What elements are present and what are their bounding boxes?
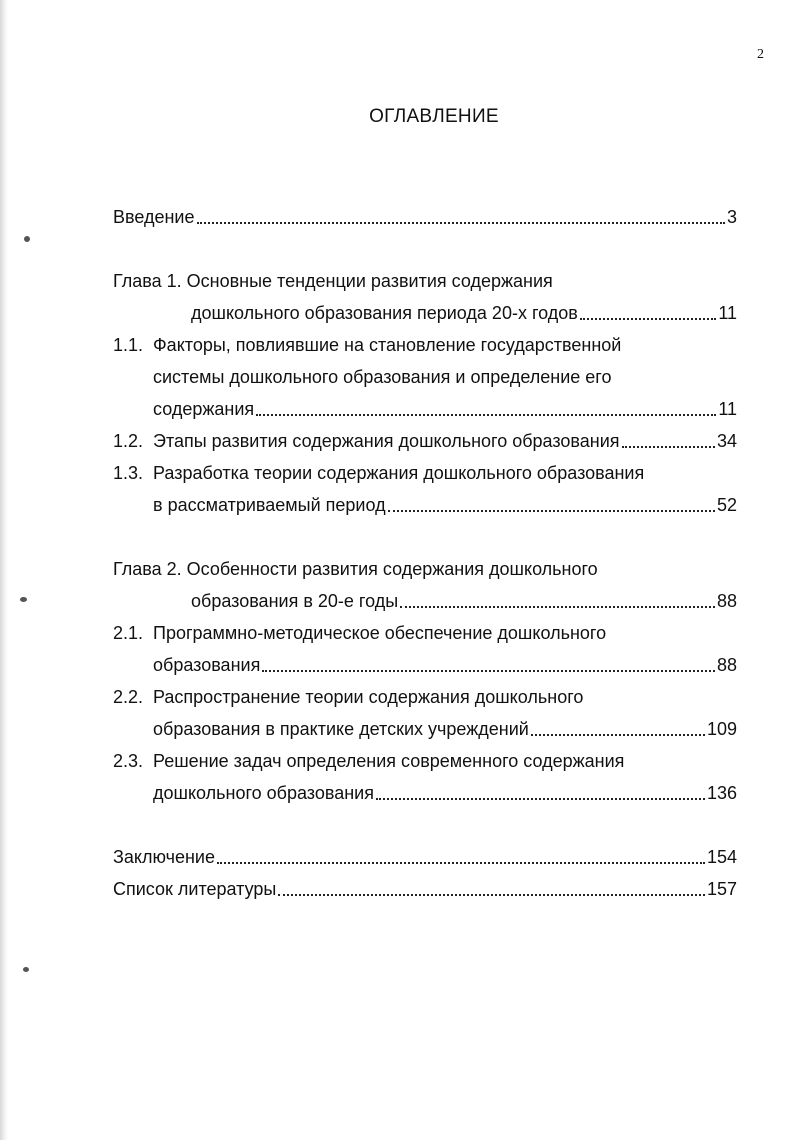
dot-leader [388,510,715,512]
toc-chapter-2[interactable] [191,590,737,612]
toc-entry-text: Программно-методическое обеспечение дошкольного [153,623,607,643]
dot-leader [278,894,705,896]
toc-section-1-1-continued [153,366,611,388]
dot-leader [262,670,715,672]
toc-entry-text: Факторы, повлиявшие на становление государственной [153,335,622,355]
toc-section-2-2[interactable] [153,718,737,740]
toc-entry-text: дошкольного образования [153,783,374,803]
dot-leader [376,798,705,800]
toc-chapter-2-heading[interactable] [113,558,598,580]
dot-leader [400,606,715,608]
toc-page-number: 52 [716,495,737,515]
dot-leader [531,734,705,736]
toc-section-number: 1.2. [113,431,144,451]
page-number: 2 [757,47,764,62]
toc-entry-bibliography[interactable] [113,878,737,900]
toc-chapter-1-heading[interactable] [113,270,553,292]
toc-entry-text: системы дошкольного образования и определение его [153,367,612,387]
toc-page-number: 34 [716,431,737,451]
toc-entry-text: образования в 20-е годы [191,591,399,611]
toc-section-number: 2.2. [113,687,144,707]
toc-section-1-1[interactable] [153,398,737,420]
toc-page-number: 11 [718,399,737,419]
toc-page-number: 157 [706,879,737,899]
toc-chapter-1[interactable] [191,302,737,324]
toc-entry-text: Этапы развития содержания дошкольного образования [153,431,620,451]
toc-page-number: 136 [706,783,737,803]
toc-section-number: 2.3. [113,751,144,771]
toc-section-1-2[interactable] [113,430,737,452]
toc-page-number: 88 [716,591,737,611]
toc-section-1-3[interactable] [153,494,737,516]
toc-entry-text: Список литературы [113,879,277,899]
dot-leader [197,222,725,224]
toc-section-2-3-heading[interactable] [113,750,624,772]
toc-entry-text: дошкольного образования периода 20-х годов [191,303,578,323]
toc-entry-text: Разработка теории содержания дошкольного образования [153,463,645,483]
toc-page-number: 11 [718,303,737,323]
toc-entry-text: Решение задач определения современного содержания [153,751,625,771]
toc-section-number: 2.1. [113,623,144,643]
toc-entry-text: Глава 2. Особенности развития содержания дошкольного [113,559,598,579]
toc-page-number: 88 [716,655,737,675]
toc-entry-text: образования [153,655,261,675]
toc-entry-text: содержания [153,399,255,419]
dot-leader [622,446,715,448]
toc-section-2-3[interactable] [153,782,737,804]
toc-entry-text: образования в практике детских учреждений [153,719,529,739]
toc-entry-introduction[interactable] [113,206,737,228]
toc-section-2-2-heading[interactable] [113,686,583,708]
toc-entry-text: Распространение теории содержания дошкольного [153,687,584,707]
dot-leader [256,414,716,416]
dot-leader [217,862,705,864]
dot-leader [580,318,717,320]
toc-section-2-1-heading[interactable] [113,622,606,644]
toc-section-number: 1.1. [113,335,144,355]
toc-page-number: 109 [706,719,737,739]
toc-entry-text: Глава 1. Основные тенденции развития содержания [113,271,553,291]
toc-entry-text: в рассматриваемый период [153,495,386,515]
toc-entry-conclusion[interactable] [113,846,737,868]
page-title: ОГЛАВЛЕНИЕ [369,106,499,127]
toc-section-number: 1.3. [113,463,144,483]
toc-section-1-3-heading[interactable] [113,462,644,484]
toc-page-number: 154 [706,847,737,867]
toc-section-2-1[interactable] [153,654,737,676]
toc-section-1-1-heading[interactable] [113,334,621,356]
toc-page-number: 3 [726,207,737,227]
toc-entry-text: Заключение [113,847,215,867]
toc-entry-text: Введение [113,207,195,227]
